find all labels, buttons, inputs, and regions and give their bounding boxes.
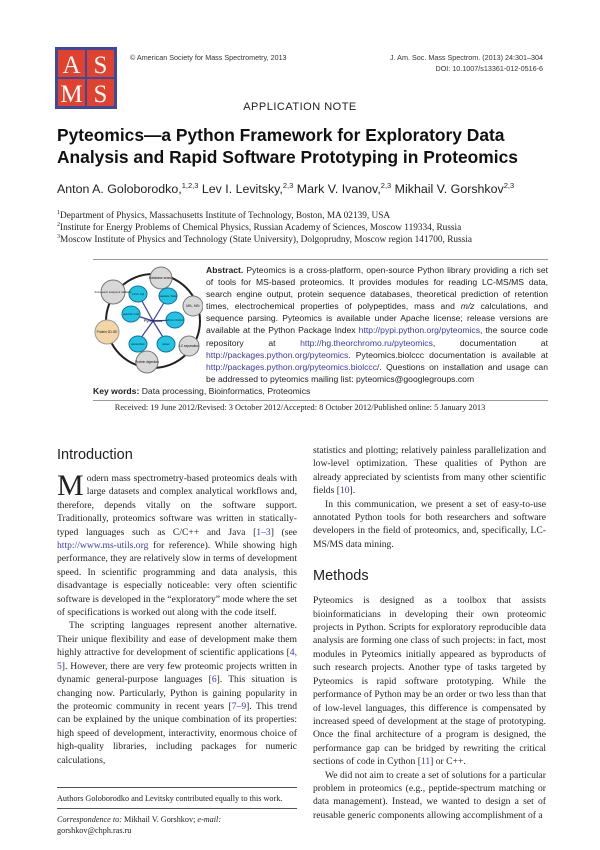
paragraph: Modern mass spectrometry-based proteomics deals with large datasets and complex analytical workflows and, therefore, depends vitally on the software support. Traditionally, proteomics software was written in statically-typed languages such as C/C++ and Java [1–3] (see http://www.ms-utils.org for reference). While showing high performance, they are relatively slow in terms of development speed. In scientific programming and data analysis, this disadvantage is especially noticeable: very often scientific software is developed in the “exploratory” mode where the set of specifications is worked out along with the code itself.: [57, 469, 297, 619]
link-repository[interactable]: http://hg.theorchromo.ru/pyteomics: [300, 337, 433, 348]
asms-logo: [55, 47, 117, 109]
paragraph: The scripting languages represent another alternative. Their unique flexibility and ease of development make them highly attractive for development of scientific applications [4, 5]. However, there are very few proteomic projects written in dynamic general-purpose languages [6]. This situation is changing now. Particularly, Python is gaining popularity in the proteomic community in recent years [7–9]. This trend can be explained by the unique combination of its properties: high speed of development, interactivity, enormous choice of high-quality libraries, including packages for numeric calculations,: [57, 620, 297, 766]
svg-text:achrom / biolccc: achrom / biolccc: [165, 319, 185, 322]
paragraph: We did not aim to create a set of solutions for a particular problem in proteomics (e.g., peptide-spectrum matching or data management). Instead, we wanted to design a set of reusable generic components allowing accomplishment of a: [313, 769, 546, 821]
doi: DOI: 10.1007/s13361-012-0516-6: [435, 64, 543, 73]
graphic-center-label: Pyteomics: [143, 318, 163, 323]
svg-text:S: S: [93, 52, 108, 79]
svg-text:A: A: [62, 52, 81, 79]
section-heading-methods: Methods: [313, 568, 369, 585]
paragraph: statistics and plotting; relatively painless parallelization and low-level optimization. These qualities of Python are already appreciated by scientists from many other scientific fields [10].: [313, 445, 546, 497]
link-documentation[interactable]: http://packages.python.org/pyteomics: [206, 349, 349, 360]
svg-text:pepxmlf / mzid: pepxmlf / mzid: [122, 313, 140, 316]
article-type: APPLICATION NOTE: [243, 101, 357, 113]
paper-title: Pyteomics—a Python Framework for Exploratory Data Analysis and Rapid Software Prototyping in Proteomics: [57, 125, 518, 167]
svg-text:mzml / mgf: mzml / mgf: [131, 293, 145, 296]
svg-text:Database search: Database search: [148, 276, 174, 280]
keywords: Key words: Data processing, Bioinformatics, Proteomics: [93, 385, 311, 396]
svg-text:S: S: [93, 81, 108, 108]
svg-text:electrochem: electrochem: [131, 343, 145, 346]
svg-text:LC separation: LC separation: [179, 344, 199, 348]
left-column: [57, 446, 297, 836]
svg-text:M: M: [60, 81, 83, 108]
svg-text:MS¹, MS²: MS¹, MS²: [186, 304, 200, 308]
affiliation: $^3$Moscow Institute of Physics and Technology (State University), Dolgoprudny, Moscow region 141700, Russia: [57, 234, 472, 246]
abstract-block: [93, 259, 548, 401]
link-ms-utils[interactable]: http://www.ms-utils.org: [57, 540, 149, 552]
abstract-graphic: [93, 264, 203, 376]
footnote-divider: [57, 787, 297, 788]
paragraph: In this communication, we present a set of easy-to-use annotated Python tools for both researchers and software developers in the field of proteomics, and, specifically, LC-MS/MS data mining.: [313, 498, 546, 550]
received-dates: Received: 19 June 2012/Revised: 3 October 2012/Accepted: 8 October 2012/Published online: 5 January 2013: [114, 403, 486, 412]
paragraph: Pyteomics is designed as a toolbox that assists bioinformaticians in developing their own proteomic projects in Python. Scripts for exploratory reproducible data analysis are forming one class of such projects: in fact, most modules in Pyteomics initially appeared as byproducts of such research projects. Another type of tasks targeted by Pyteomics is rapid software prototyping. While the performance of Python may be an order or two less than that of low-level languages, this difference is compensated by increased speed of development at the stage of prototyping. Once the final architecture of a program is designed, the performance gap can be bridged by rewriting the critical sections of code in Cython [11] or C++.: [313, 595, 546, 768]
authors: Anton A. Goloborodko,$^{1,2,3}$ Lev I. Levitsky,$^{2,3}$ Mark V. Ivanov,$^{2,3}$ Mikhail V. Gorshkov$^{2,3}$: [57, 181, 515, 197]
footnote-correspondence: Correspondence to: Mikhail V. Gorshkov; e-mail: gorshkov@chph.ras.ru: [57, 815, 222, 835]
footnote-equal-contribution: Authors Goloborodko and Levitsky contributed equally to this work.: [57, 794, 283, 803]
svg-text:Post-search analysis & validat: Post-search analysis & validation: [94, 291, 132, 294]
svg-text:Protein digestion: Protein digestion: [135, 360, 159, 364]
link-pypi[interactable]: http://pypi.python.org/pyteomics: [358, 325, 481, 336]
svg-text:xtandem / fasta: xtandem / fasta: [159, 295, 177, 298]
link-biolccc-docs[interactable]: http://packages.python.org/pyteomics.biolccc/: [206, 361, 380, 372]
copyright: © American Society for Mass Spectrometry, 2013: [130, 53, 287, 62]
abstract: Abstract. Pyteomics is a cross-platform, open-source Python library providing a rich set of tools for MS-based proteomics. It provides modules for reading LC-MS/MS data, search engine output, protein sequence databases, theoretical prediction of retention times, electrochemical properties of polypeptides, mass and m/z calculations, and sequence parsing. Pyteomics is available under Apache license; release versions are available at the Python Package Index http://pypi.python.org/pyteomics, the source code repository at http://hg.theorchromo.ru/pyteomics, documentation at http://packages.python.org/pyteomics. Pyteomics.biolccc documentation is available at http://packages.python.org/pyteomics.biolccc/. Questions on installation and usage can be addressed to pyteomics mailing list: pyteomics@googlegroups.com: [206, 265, 549, 384]
svg-text:Protein 2D-GE: Protein 2D-GE: [96, 330, 118, 334]
section-heading-introduction: Introduction: [57, 447, 133, 463]
affiliation: $^2$Institute for Energy Problems of Chemical Physics, Russian Academy of Sciences, Moscow 119334, Russia: [57, 222, 462, 234]
svg-text:parser: parser: [162, 343, 170, 346]
footnotes: [57, 775, 297, 836]
journal-citation: J. Am. Soc. Mass Spectrom. (2013) 24:301–304: [389, 53, 543, 62]
affiliation: $^1$Department of Physics, Massachusetts Institute of Technology, Boston, MA 02139, USA: [57, 210, 391, 222]
footnote-divider: [57, 808, 297, 809]
right-column: [313, 444, 546, 822]
